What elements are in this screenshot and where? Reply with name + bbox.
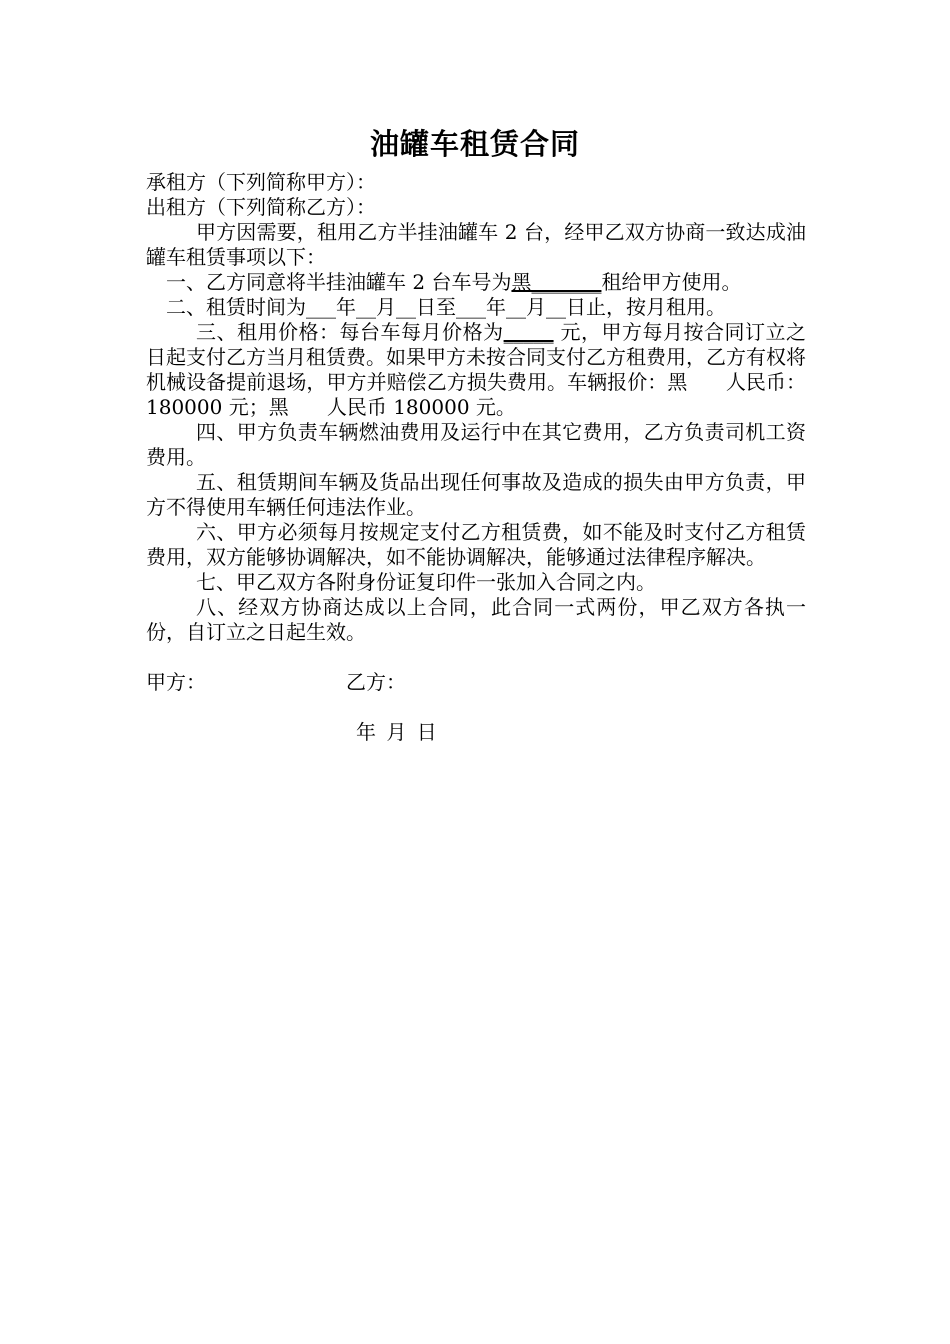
clause-1-plate-blank: 黑_______ xyxy=(511,270,602,294)
signing-date: 年 月 日 xyxy=(356,720,439,744)
party-b-signature-label: 乙方： xyxy=(346,670,406,694)
clause-1 xyxy=(146,270,806,295)
spacer xyxy=(146,645,806,670)
preamble-paragraph: 甲方因需要，租用乙方半挂油罐车 2 台，经甲乙双方协商一致达成油罐车租赁事项以下： xyxy=(146,220,806,269)
party-a-signature-label: 甲方： xyxy=(146,670,206,694)
lessor-line: 出租方（下列简称乙方）： xyxy=(146,195,376,219)
lessee-line: 承租方（下列简称甲方）： xyxy=(146,170,376,194)
clause-1-text: 一、乙方同意将半挂油罐车 2 台车号为 xyxy=(166,270,512,294)
clause-7: 七、甲乙双方各附身份证复印件一张加入合同之内。 xyxy=(196,570,656,594)
clause-3-text: 三、租用价格：每台车每月价格为 xyxy=(196,320,504,344)
clause-3 xyxy=(146,320,806,420)
clause-4: 四、甲方负责车辆燃油费用及运行中在其它费用，乙方负责司机工资费用。 xyxy=(146,420,806,469)
signature-row xyxy=(146,670,806,695)
clause-6: 六、甲方必须每月按规定支付乙方租赁费，如不能及时支付乙方租赁费用，双方能够协调解决，如不能协调解决，能够通过法律程序解决。 xyxy=(146,520,806,569)
clause-8: 八、经双方协商达成以上合同，此合同一式两份，甲乙双方各执一份，自订立之日起生效。 xyxy=(146,595,806,644)
clause-2: 二、租赁时间为___年__月__日至___年__月__日止，按月租用。 xyxy=(166,295,726,319)
document-title: 油罐车租赁合同 xyxy=(369,127,580,161)
contract-body xyxy=(146,170,806,745)
clause-1-text-end: 租给甲方使用。 xyxy=(601,270,742,294)
clause-3-text-end: 元，甲方每月按合同订立之日起支付乙方当月租赁费。如果甲方未按合同支付乙方租费用，乙方有权将机械设备提前退场，甲方并赔偿乙方损失费用。车辆报价：黑 人民币：180000 元；黑 人民币 180000 元。 xyxy=(146,320,806,419)
signing-date-row xyxy=(146,720,806,745)
spacer xyxy=(146,695,806,720)
clause-3-price-blank: _____ xyxy=(503,320,554,344)
clause-5: 五、租赁期间车辆及货品出现任何事故及造成的损失由甲方负责，甲方不得使用车辆任何违法作业。 xyxy=(146,470,806,519)
